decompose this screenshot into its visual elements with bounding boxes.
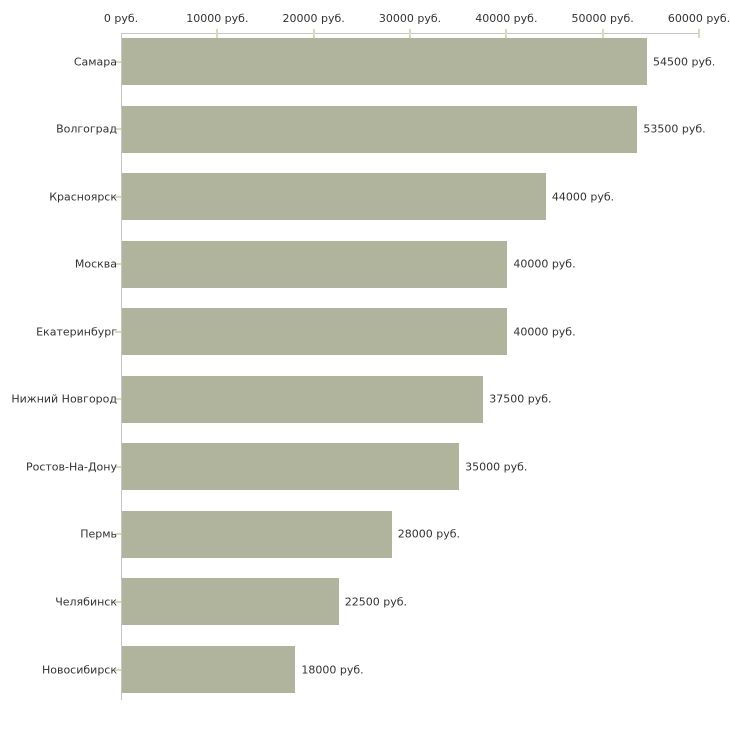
x-axis-tick-label: 50000 руб. (571, 12, 634, 25)
x-axis-tick-label: 20000 руб. (282, 12, 345, 25)
value-label: 28000 руб. (397, 527, 460, 541)
x-axis-tick-mark (602, 29, 604, 38)
category-label: Пермь (80, 527, 117, 541)
value-label: 54500 руб. (653, 55, 716, 68)
bar-красноярск (122, 173, 546, 220)
bar-ростов-на-дону (122, 443, 459, 490)
x-axis-tick-label: 0 руб. (103, 12, 139, 25)
value-label: 53500 руб. (643, 122, 706, 136)
bar-самара (122, 38, 647, 85)
value-label: 40000 руб. (513, 257, 576, 271)
category-label: Новосибирск (41, 663, 117, 677)
bar-екатеринбург (122, 308, 507, 355)
x-axis-tick-mark (216, 29, 218, 38)
value-label: 22500 руб. (344, 595, 408, 609)
value-label: 44000 руб. (551, 190, 615, 204)
x-axis-tick-label: 60000 руб. (667, 12, 730, 25)
value-label: 40000 руб. (513, 325, 576, 339)
category-label: Челябинск (55, 595, 117, 609)
x-axis-tick-label: 40000 руб. (475, 12, 538, 25)
x-axis-tick-mark (505, 29, 507, 38)
x-axis-tick-mark (313, 29, 315, 38)
category-label: Красноярск (49, 190, 117, 204)
bar-челябинск (122, 578, 339, 625)
category-label: Нижний Новгород (11, 392, 117, 406)
category-label: Волгоград (56, 122, 117, 136)
bar-волгоград (122, 106, 637, 153)
x-axis-tick-label: 10000 руб. (186, 12, 249, 25)
bar-нижний-новгород (122, 376, 483, 423)
category-label: Ростов-На-Дону (25, 460, 117, 474)
value-label: 37500 руб. (489, 392, 552, 406)
x-axis-tick-mark (409, 29, 411, 38)
bar-новосибирск (122, 646, 295, 693)
bar-пермь (122, 511, 392, 558)
category-label: Екатеринбург (36, 325, 117, 339)
value-label: 18000 руб. (301, 663, 364, 677)
x-axis-tick-mark (698, 29, 700, 38)
x-axis-tick-label: 30000 руб. (378, 12, 442, 25)
category-label: Самара (73, 55, 117, 68)
bar-москва (122, 241, 507, 288)
category-label: Москва (74, 257, 117, 271)
value-label: 35000 руб. (465, 460, 528, 474)
